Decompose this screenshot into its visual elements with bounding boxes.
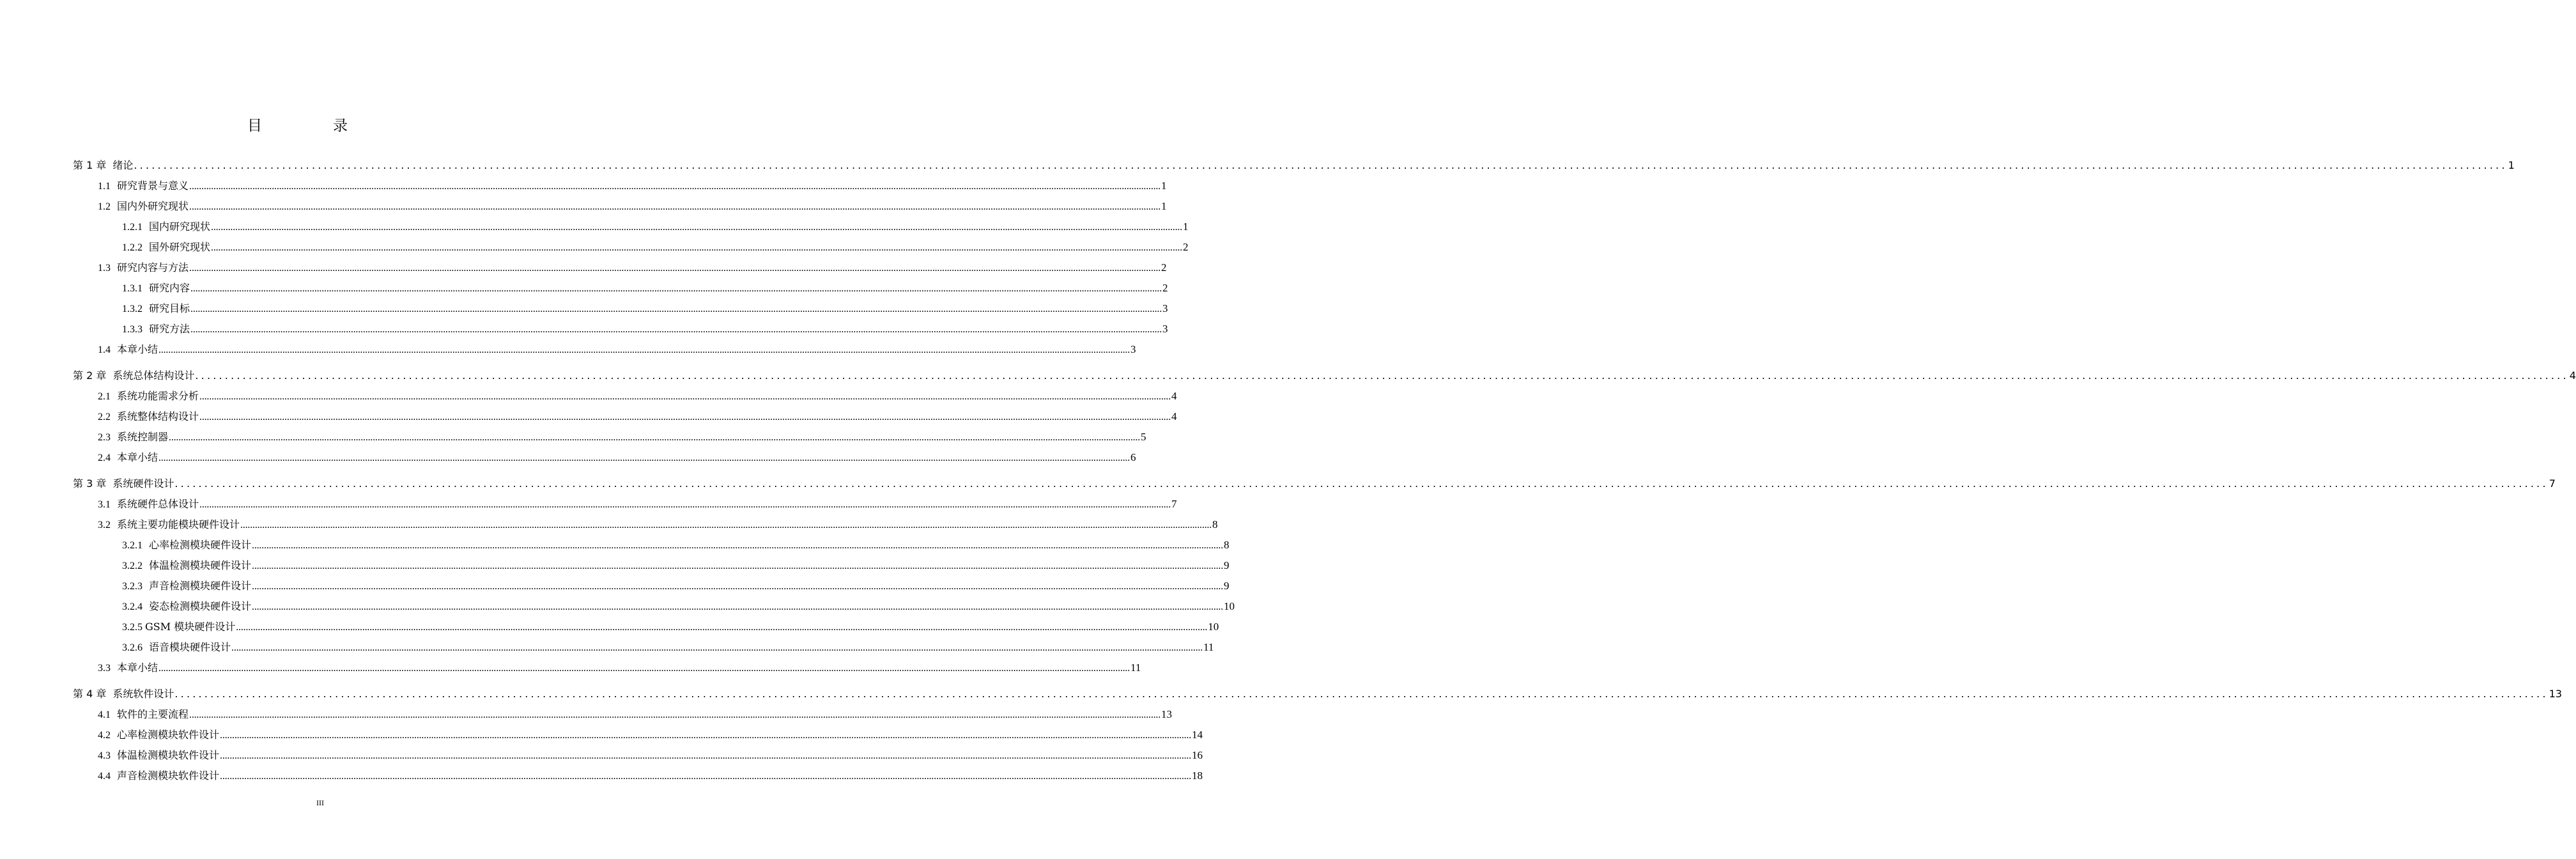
dot-leader: ................................................................................................................................................................................................................................................................................................................................................................................................................ [220, 771, 1192, 782]
toc-entry-subsection[interactable] [122, 280, 1168, 295]
toc-entry-text: 系统功能需求分析 [117, 390, 199, 402]
toc-entry-page: 9 [1224, 559, 1230, 571]
dot-leader: ................................................................................................................................................................................................................................................................................................................................................................................................................ [158, 453, 1130, 463]
toc-entry-subsection[interactable] [122, 557, 1230, 572]
toc-entry-number: 1.2.1 [122, 222, 143, 233]
toc-entry-section[interactable] [98, 727, 1203, 741]
toc-entry-label [98, 747, 219, 762]
toc-entry-page: 4 [1171, 390, 1177, 402]
toc-entry-number: 3.3 [98, 663, 111, 674]
dot-leader: ................................................................................................................................................................................................................................................................................................................................................................................................................ [211, 242, 1183, 253]
toc-entry-number: 1.4 [98, 344, 111, 355]
dot-leader: ................................................................................................................................................................................................................................................................................................................................................................................................................ [252, 601, 1224, 612]
toc-entry-label [73, 157, 133, 172]
toc-entry-number: 3.2.3 [122, 581, 143, 592]
toc-entry-number: 第 4 章 [73, 688, 107, 700]
toc-entry-text: 心率检测模块硬件设计 [149, 539, 252, 551]
toc-entry-text: 系统硬件设计 [112, 477, 174, 490]
toc-entry-text: 研究内容 [149, 282, 190, 294]
dot-leader: ................................................................................................................................................................................................................................................................................................................................................................................................................ [134, 159, 2508, 171]
toc-entry-text: 姿态检测模块硬件设计 [149, 600, 252, 612]
toc-entry-page: 11 [1130, 662, 1141, 674]
toc-entry-number: 3.2.6 [122, 642, 143, 653]
dot-leader: ................................................................................................................................................................................................................................................................................................................................................................................................................ [252, 561, 1224, 571]
toc-entry-subsection[interactable] [122, 239, 1189, 254]
toc-entry-number: 3.2.4 [122, 601, 143, 612]
dot-leader: ................................................................................................................................................................................................................................................................................................................................................................................................................ [236, 622, 1208, 633]
toc-entry-text: 研究目标 [149, 302, 190, 314]
toc-entry-label [98, 341, 158, 356]
dot-leader: ................................................................................................................................................................................................................................................................................................................................................................................................................ [199, 391, 1171, 402]
toc-entry-text: 国外研究现状 [149, 241, 211, 253]
toc-entry-text: GSM 模块硬件设计 [145, 621, 236, 633]
toc-entry-label [98, 706, 189, 721]
toc-entry-number: 4.4 [98, 771, 111, 782]
toc-entry-label [122, 537, 251, 552]
dot-leader: ................................................................................................................................................................................................................................................................................................................................................................................................................ [190, 283, 1162, 294]
toc-entry-page: 2 [1183, 241, 1189, 253]
toc-entry-label [122, 219, 210, 233]
toc-entry-page: 13 [1161, 708, 1173, 720]
dot-leader: ................................................................................................................................................................................................................................................................................................................................................................................................................ [211, 222, 1183, 233]
toc-entry-section[interactable] [98, 341, 1136, 356]
toc-entry-text: 系统主要功能模块硬件设计 [117, 518, 240, 530]
toc-entry-number: 3.2 [98, 520, 111, 530]
toc-entry-label [122, 239, 210, 254]
toc-entry-page: 7 [1171, 498, 1177, 510]
toc-entry-number: 1.2.2 [122, 242, 143, 253]
toc-entry-page: 10 [1224, 600, 1235, 612]
toc-entry-page: 4 [1171, 410, 1177, 422]
toc-entry-subsection[interactable] [122, 619, 1219, 633]
toc-entry-text: 本章小结 [117, 662, 158, 674]
toc-entry-number: 3.2.1 [122, 540, 143, 551]
toc-entry-text: 系统硬件总体设计 [117, 498, 199, 510]
toc-entry-chapter[interactable] [73, 157, 2515, 172]
toc-entry-subsection[interactable] [122, 598, 1235, 613]
toc-entry-page: 10 [1208, 621, 1219, 633]
toc-entry-label [122, 598, 251, 613]
toc-entry-text: 体温检测模块软件设计 [117, 749, 220, 761]
toc-entry-number: 1.3 [98, 263, 111, 274]
toc-entry-number: 第 3 章 [73, 477, 107, 490]
toc-entry-label [98, 516, 240, 531]
toc-entry-number: 1.2 [98, 201, 111, 212]
toc-entry-text: 研究背景与意义 [117, 180, 189, 192]
toc-entry-number: 1.3.1 [122, 283, 143, 294]
toc-entry-chapter[interactable] [73, 476, 2556, 490]
toc-entry-section[interactable] [98, 496, 1177, 511]
toc-entry-text: 研究方法 [149, 323, 190, 335]
toc-entry-page: 2 [1161, 261, 1167, 274]
toc-entry-section[interactable] [98, 660, 1141, 674]
toc-entry-subsection[interactable] [122, 537, 1230, 552]
toc-entry-label [73, 476, 174, 490]
dot-leader: ................................................................................................................................................................................................................................................................................................................................................................................................................ [189, 201, 1161, 212]
toc-entry-label [98, 660, 158, 674]
toc-entry-number: 3.2.5 [122, 622, 143, 633]
toc-entry-page: 6 [1130, 451, 1136, 463]
toc-entry-label [122, 280, 190, 295]
toc-entry-subsection[interactable] [122, 300, 1168, 315]
toc-entry-label [98, 449, 158, 464]
toc-entry-label [98, 496, 199, 511]
toc-entry-text: 心率检测模块软件设计 [117, 729, 220, 741]
toc-entry-text: 语音模块硬件设计 [149, 641, 231, 653]
toc-entry-text: 体温检测模块硬件设计 [149, 559, 252, 571]
toc-entry-label [98, 768, 219, 782]
dot-leader: ................................................................................................................................................................................................................................................................................................................................................................................................................ [220, 730, 1192, 741]
toc-entry-section[interactable] [98, 706, 1173, 721]
toc-entry-section[interactable] [98, 198, 1167, 213]
page-number: III [316, 798, 324, 807]
toc-entry-subsection[interactable] [122, 321, 1168, 336]
toc-entry-section[interactable] [98, 516, 1218, 531]
toc-entry-number: 3.2.2 [122, 561, 143, 571]
toc-entry-text: 本章小结 [117, 451, 158, 463]
toc-entry-page: 9 [1224, 580, 1230, 592]
dot-leader: ................................................................................................................................................................................................................................................................................................................................................................................................................ [240, 520, 1212, 530]
toc-entry-number: 3.1 [98, 499, 111, 510]
toc-entry-section[interactable] [98, 178, 1167, 192]
toc-entry-label [122, 557, 251, 572]
toc-entry-text: 系统总体结构设计 [112, 369, 195, 382]
toc-entry-text: 国内外研究现状 [117, 200, 189, 212]
toc-entry-page: 8 [1212, 518, 1218, 530]
dot-leader: ................................................................................................................................................................................................................................................................................................................................................................................................................ [158, 344, 1130, 355]
toc-entry-label [122, 619, 235, 633]
toc-entry-page: 1 [1161, 180, 1167, 192]
dot-leader: ................................................................................................................................................................................................................................................................................................................................................................................................................ [189, 181, 1161, 192]
dot-leader: ................................................................................................................................................................................................................................................................................................................................................................................................................ [252, 581, 1224, 592]
toc-entry-page: 18 [1192, 770, 1203, 782]
toc-entry-text: 本章小结 [117, 343, 158, 355]
toc-entry-label [98, 259, 189, 274]
toc-entry-page: 7 [2549, 477, 2556, 490]
toc-entry-section[interactable] [98, 429, 1146, 444]
toc-entry-text: 系统软件设计 [112, 688, 174, 700]
toc-entry-number: 2.3 [98, 432, 111, 443]
dot-leader: ................................................................................................................................................................................................................................................................................................................................................................................................................ [174, 477, 2549, 490]
toc-entry-text: 研究内容与方法 [117, 261, 189, 274]
page-title: 目 录 [247, 118, 376, 134]
toc-entry-label [73, 368, 194, 382]
dot-leader: ................................................................................................................................................................................................................................................................................................................................................................................................................ [220, 750, 1192, 761]
toc-entry-text: 系统控制器 [117, 431, 169, 443]
dot-leader: ................................................................................................................................................................................................................................................................................................................................................................................................................ [169, 432, 1141, 443]
toc-entry-text: 绪论 [112, 159, 134, 171]
toc-entry-number: 4.3 [98, 750, 111, 761]
toc-entry-label [98, 429, 168, 444]
toc-entry-text: 声音检测模块硬件设计 [149, 580, 252, 592]
toc-entry-number: 4.2 [98, 730, 111, 741]
toc-entry-label [98, 408, 199, 423]
toc-entry-page: 1 [1183, 221, 1189, 233]
toc-entry-label [73, 686, 174, 700]
toc-entry-number: 1.3.3 [122, 324, 143, 335]
toc-entry-chapter[interactable] [73, 686, 2563, 700]
toc-entry-number: 4.1 [98, 709, 111, 720]
toc-entry-page: 4 [2569, 369, 2576, 382]
toc-entry-number: 1.1 [98, 181, 111, 192]
toc-entry-page: 8 [1224, 539, 1230, 551]
toc-entry-number: 2.4 [98, 453, 111, 463]
dot-leader: ................................................................................................................................................................................................................................................................................................................................................................................................................ [231, 642, 1203, 653]
toc-entry-text: 系统整体结构设计 [117, 410, 199, 422]
toc-entry-label [98, 178, 189, 192]
toc-entry-number: 1.3.2 [122, 304, 143, 314]
toc-entry-label [122, 321, 190, 336]
dot-leader: ................................................................................................................................................................................................................................................................................................................................................................................................................ [189, 263, 1161, 274]
toc-entry-section[interactable] [98, 408, 1177, 423]
toc-entry-page: 3 [1162, 302, 1168, 314]
toc-entry-subsection[interactable] [122, 578, 1230, 592]
toc-entry-page: 11 [1203, 641, 1214, 653]
dot-leader: ................................................................................................................................................................................................................................................................................................................................................................................................................ [189, 709, 1161, 720]
toc-entry-subsection[interactable] [122, 219, 1189, 233]
dot-leader: ................................................................................................................................................................................................................................................................................................................................................................................................................ [195, 369, 2569, 382]
dot-leader: ................................................................................................................................................................................................................................................................................................................................................................................................................ [158, 663, 1130, 674]
toc-entry-text: 软件的主要流程 [117, 708, 189, 720]
toc-entry-page: 16 [1192, 749, 1203, 761]
toc-entry-page: 14 [1192, 729, 1203, 741]
toc-entry-page: 5 [1141, 431, 1146, 443]
toc-entry-chapter[interactable] [73, 368, 2576, 382]
toc-entry-page: 2 [1162, 282, 1168, 294]
toc-entry-label [98, 727, 219, 741]
dot-leader: ................................................................................................................................................................................................................................................................................................................................................................................................................ [252, 540, 1224, 551]
toc-entry-label [122, 300, 190, 315]
toc-entry-label [122, 578, 251, 592]
dot-leader: ................................................................................................................................................................................................................................................................................................................................................................................................................ [199, 412, 1171, 422]
toc-entry-section[interactable] [98, 747, 1203, 762]
dot-leader: ................................................................................................................................................................................................................................................................................................................................................................................................................ [190, 304, 1162, 314]
toc-entry-section[interactable] [98, 449, 1136, 464]
toc-entry-section[interactable] [98, 388, 1177, 403]
toc-entry-section[interactable] [98, 768, 1203, 782]
toc-entry-number: 第 2 章 [73, 369, 107, 382]
toc-entry-label [122, 639, 231, 654]
toc-entry-number: 2.1 [98, 391, 111, 402]
toc-entry-subsection[interactable] [122, 639, 1214, 654]
toc-entry-page: 1 [2508, 159, 2515, 171]
toc-entry-page: 13 [2549, 688, 2563, 700]
toc-entry-page: 3 [1162, 323, 1168, 335]
dot-leader: ................................................................................................................................................................................................................................................................................................................................................................................................................ [174, 688, 2549, 700]
toc-entry-number: 2.2 [98, 412, 111, 422]
toc-entry-label [98, 388, 199, 403]
toc-entry-label [98, 198, 189, 213]
toc-entry-section[interactable] [98, 259, 1167, 274]
toc-entry-page: 3 [1130, 343, 1136, 355]
toc-entry-text: 声音检测模块软件设计 [117, 770, 220, 782]
toc-entry-page: 1 [1161, 200, 1167, 212]
dot-leader: ................................................................................................................................................................................................................................................................................................................................................................................................................ [199, 499, 1171, 510]
dot-leader: ................................................................................................................................................................................................................................................................................................................................................................................................................ [190, 324, 1162, 335]
toc-entry-number: 第 1 章 [73, 159, 107, 171]
toc-entry-text: 国内研究现状 [149, 221, 211, 233]
